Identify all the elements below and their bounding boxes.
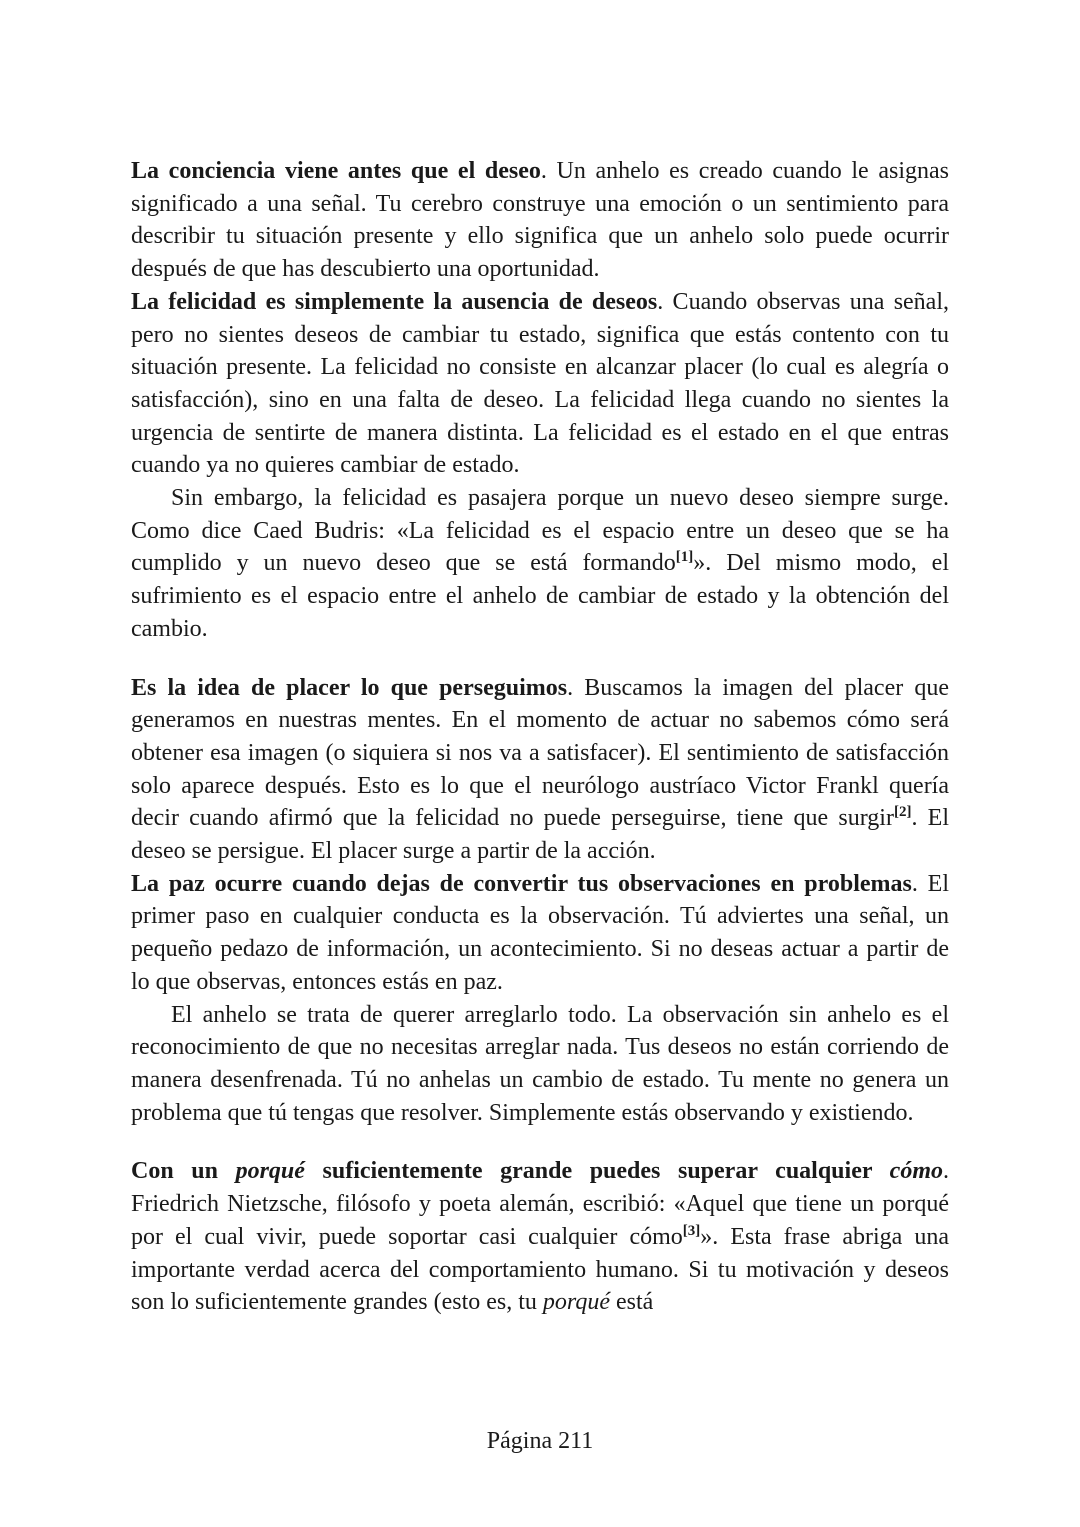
- page-number: Página 211: [486, 1428, 594, 1454]
- lead-italic: cómo: [889, 1158, 943, 1185]
- paragraph-text: . Un anhelo es creado cuando le asignas significado a una señal. Tu cerebro construye una emoción o un sentimiento para describir tu situación presente y ello significa que un anhelo solo puede ocurrir después de que has descubierto una oportunidad.: [131, 158, 949, 283]
- paragraph-3: [131, 482, 949, 646]
- paragraph-5: [131, 868, 949, 999]
- paragraph-6: [131, 999, 949, 1130]
- paragraph-text: ». Esta frase abriga una importante verdad acerca del comportamiento humano. Si tu motivación y deseos son lo suficientemente grandes (esto es, tu: [131, 1223, 949, 1316]
- lead-italic: porqué: [235, 1158, 305, 1185]
- lead-text: suficientemente grande puedes superar cualquier: [304, 1158, 890, 1185]
- bold-lead: [131, 1158, 943, 1184]
- paragraph-1: [131, 155, 949, 286]
- body-text: [131, 155, 949, 1319]
- lead-text: Con un: [131, 1158, 236, 1185]
- paragraph-gap: [131, 646, 949, 672]
- bold-lead: Es la idea de placer lo que perseguimos: [131, 674, 568, 701]
- footnote-ref-2[interactable]: [2]: [893, 804, 912, 821]
- paragraph-text: . El deseo se persigue. El placer surge a partir de la acción.: [131, 805, 949, 865]
- paragraph-text: . Cuando observas una señal, pero no sientes deseos de cambiar tu estado, significa que estás contento con tu situación presente. La felicidad no consiste en alcanzar placer (lo cual es alegría o satisfacción), sino en una falta de deseo. La felicidad llega cuando no sientes la urgencia de sentirte de manera distinta. La felicidad es el estado en el que entras cuando ya no quieres cambiar de estado.: [131, 288, 950, 479]
- paragraph-text: . Friedrich Nietzsche, filósofo y poeta alemán, escribió: «Aquel que tiene un porqué por el cual vivir, puede soportar casi cualquier cómo: [131, 1158, 949, 1250]
- paragraph-7: [131, 1155, 949, 1319]
- paragraph-2: [131, 286, 949, 482]
- paragraph-text: ». Del mismo modo, el sufrimiento es el espacio entre el anhelo de cambiar de estado y la obtención del cambio.: [131, 550, 949, 642]
- paragraph-text: Sin embargo, la felicidad es pasajera porque un nuevo deseo siempre surge. Como dice Caed Budris: «La felicidad es el espacio entre un deseo que se ha cumplido y un nuevo deseo que se está formando: [131, 485, 949, 577]
- paragraph-4: [131, 672, 949, 868]
- bold-lead: La felicidad es simplemente la ausencia de deseos: [131, 288, 658, 315]
- footnote-ref-1[interactable]: [1]: [675, 549, 694, 566]
- paragraph-text: . El primer paso en cualquier conducta es la observación. Tú adviertes una señal, un pequeño pedazo de información, un acontecimiento. Si no deseas actuar a partir de lo que observas, entonces estás en paz.: [131, 870, 950, 995]
- footnote-ref-3[interactable]: [3]: [682, 1222, 701, 1239]
- paragraph-text: El anhelo se trata de querer arreglarlo todo. La observación sin anhelo es el reconocimiento de que no necesitas arreglar nada. Tus deseos no están corriendo de manera desenfrenada. Tú no anhelas un cambio de estado. Tu mente no genera un problema que tú tengas que resolver. Simplemente estás observando y existiendo.: [131, 1001, 949, 1126]
- paragraph-gap: [131, 1129, 949, 1155]
- italic-term: porqué: [542, 1289, 610, 1316]
- paragraph-text: está: [610, 1289, 654, 1316]
- bold-lead: La paz ocurre cuando dejas de convertir tus observaciones en problemas: [131, 870, 912, 897]
- bold-lead: La conciencia viene antes que el deseo: [131, 158, 541, 184]
- paragraph-text: . Buscamos la imagen del placer que generamos en nuestras mentes. En el momento de actuar no sabemos cómo será obtener esa imagen (o siquiera si nos va a satisfacer). El sentimiento de satisfacción solo aparece después. Esto es lo que el neurólogo austríaco Victor Frankl quería decir cuando afirmó que la felicidad no puede perseguirse, tiene que surgir: [131, 674, 950, 832]
